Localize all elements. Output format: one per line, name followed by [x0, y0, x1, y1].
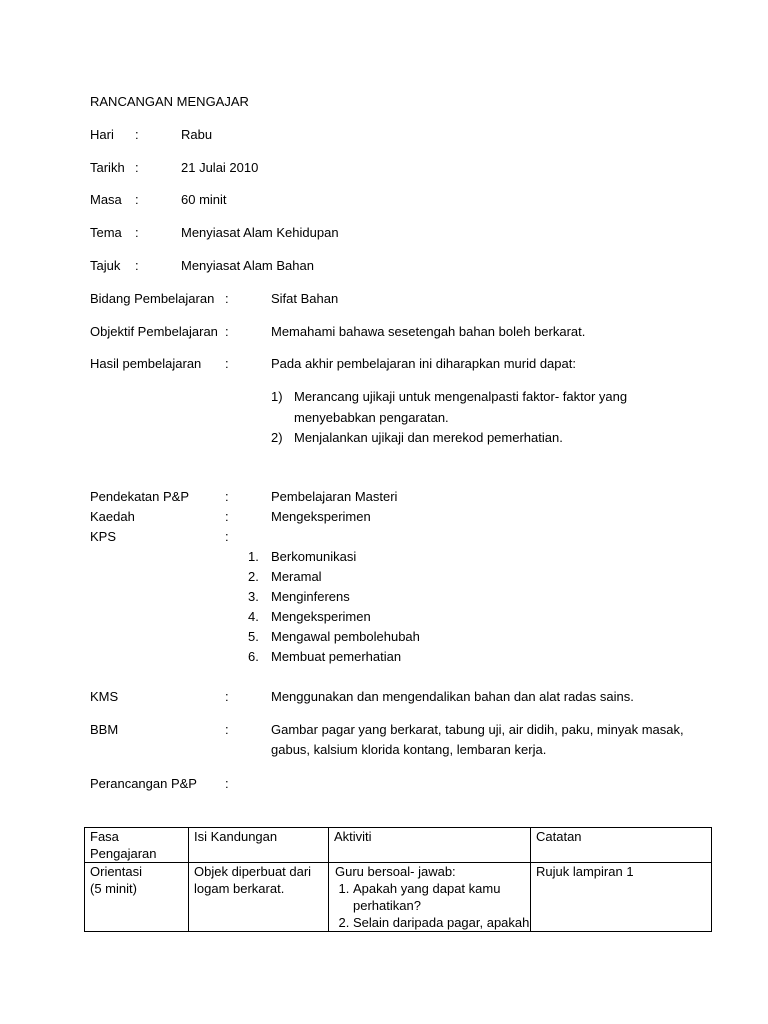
hasil-item-text: Menjalankan ujikaji dan merekod pemerhatian.: [294, 430, 563, 445]
hasil-item-number: 1): [271, 389, 283, 404]
field-label-tema: Tema: [90, 225, 122, 240]
field-label-perancangan: Perancangan P&P: [90, 776, 197, 791]
field-label-tajuk: Tajuk: [90, 258, 121, 273]
cell-text: (5 minit): [90, 881, 137, 896]
field-value-tajuk: Menyiasat Alam Bahan: [181, 258, 314, 273]
kps-item-number: 4.: [248, 609, 259, 624]
field-value-masa: 60 minit: [181, 192, 227, 207]
field-value-hasil: Pada akhir pembelajaran ini diharapkan murid dapat:: [271, 356, 576, 371]
field-colon: :: [225, 489, 229, 504]
field-label-bbm: BBM: [90, 722, 119, 737]
table-header-cell: Isi Kandungan: [189, 828, 329, 863]
field-label-bidang: Bidang Pembelajaran: [90, 291, 215, 306]
field-value-tema: Menyiasat Alam Kehidupan: [181, 225, 339, 240]
field-colon: :: [135, 127, 139, 142]
field-value-objektif: Memahami bahawa sesetengah bahan boleh berkarat.: [271, 324, 586, 339]
kps-item-text: Membuat pemerhatian: [271, 649, 402, 664]
list-item: 2. Selain daripada pagar, apakah: [353, 914, 530, 931]
table-cell-catatan: [531, 863, 712, 932]
field-label-objektif: Objektif Pembelajaran: [90, 324, 218, 339]
field-label-hasil: Hasil pembelajaran: [90, 356, 202, 371]
field-colon: :: [225, 509, 229, 524]
field-colon: :: [225, 689, 229, 704]
kps-item-number: 3.: [248, 589, 259, 604]
table-cell-isi: [189, 863, 329, 932]
kps-item-text: Meramal: [271, 569, 322, 584]
table-header-cell: Fasa Pengajaran: [85, 828, 189, 863]
field-label-masa: Masa: [90, 192, 122, 207]
field-label-kms: KMS: [90, 689, 119, 704]
field-colon: :: [225, 529, 229, 544]
lesson-plan-table: [84, 827, 712, 932]
kps-item-number: 5.: [248, 629, 259, 644]
field-value-kms: Menggunakan dan mengendalikan bahan dan alat radas sains.: [271, 689, 634, 704]
field-colon: :: [135, 258, 139, 273]
cell-text: logam berkarat.: [194, 881, 285, 896]
field-value-hari: Rabu: [181, 127, 213, 142]
field-colon: :: [135, 192, 139, 207]
field-value-pendekatan: Pembelajaran Masteri: [271, 489, 398, 504]
field-colon: :: [135, 160, 139, 175]
field-value-kaedah: Mengeksperimen: [271, 509, 371, 524]
field-colon: :: [225, 324, 229, 339]
field-label-pendekatan: Pendekatan P&P: [90, 489, 190, 504]
hasil-item-text-continued: menyebabkan pengaratan.: [294, 410, 449, 425]
kps-item-number: 1.: [248, 549, 259, 564]
table-cell-aktiviti: [329, 863, 531, 932]
field-colon: :: [225, 722, 229, 737]
field-colon: :: [225, 356, 229, 371]
document-title: RANCANGAN MENGAJAR: [90, 94, 249, 109]
field-label-kps: KPS: [90, 529, 117, 544]
kps-item-number: 6.: [248, 649, 259, 664]
kps-item-text: Mengeksperimen: [271, 609, 371, 624]
field-label-kaedah: Kaedah: [90, 509, 135, 524]
field-value-bbm: Gambar pagar yang berkarat, tabung uji, air didih, paku, minyak masak,: [271, 722, 684, 737]
field-colon: :: [225, 291, 229, 306]
cell-text: Orientasi: [90, 864, 143, 879]
aktiviti-list: [331, 880, 530, 931]
cell-text: Rujuk lampiran 1: [536, 864, 634, 879]
field-value-bidang: Sifat Bahan: [271, 291, 339, 306]
field-value-tarikh: 21 Julai 2010: [181, 160, 259, 175]
kps-item-text: Mengawal pembolehubah: [271, 629, 420, 644]
kps-item-text: Menginferens: [271, 589, 350, 604]
kps-item-text: Berkomunikasi: [271, 549, 357, 564]
list-item: 1. Apakah yang dapat kamu perhatikan?: [353, 880, 530, 914]
kps-item-number: 2.: [248, 569, 259, 584]
field-colon: :: [135, 225, 139, 240]
table-row: [85, 863, 712, 932]
table-header-cell: Catatan: [531, 828, 712, 863]
table-header-cell: Aktiviti: [329, 828, 531, 863]
field-label-hari: Hari: [90, 127, 114, 142]
cell-text: Objek diperbuat dari: [194, 864, 312, 879]
hasil-item-text: Merancang ujikaji untuk mengenalpasti faktor- faktor yang: [294, 389, 628, 404]
hasil-item-number: 2): [271, 430, 283, 445]
table-header-row: [85, 828, 712, 863]
field-colon: :: [225, 776, 229, 791]
cell-text: Guru bersoal- jawab:: [335, 864, 456, 879]
table-cell-fasa: [85, 863, 189, 932]
field-label-tarikh: Tarikh: [90, 160, 125, 175]
field-value-bbm-continued: gabus, kalsium klorida kontang, lembaran kerja.: [271, 742, 547, 757]
